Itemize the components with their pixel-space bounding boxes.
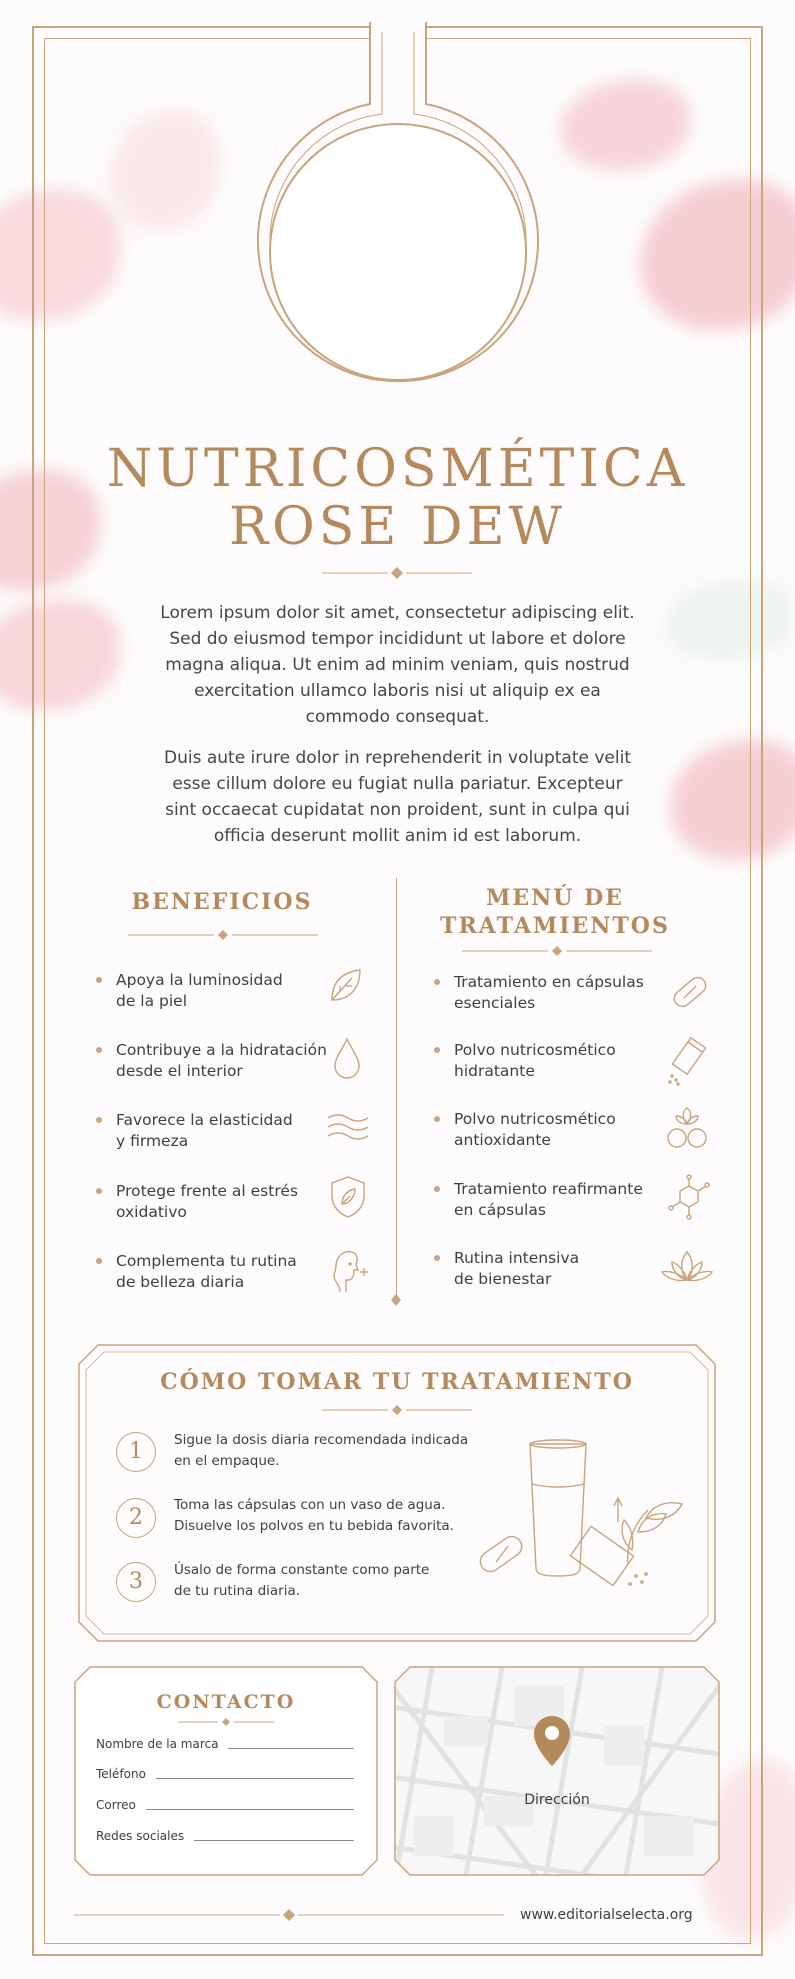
- intro-paragraph-2: Duis aute irure dolor in reprehenderit in voluptate velit esse cillum dolore eu fugiat nulla pariatur. Excepteur sint occaecat cupidatat non proident, sunt in culpa qui officia deserunt mollit anim id est laborum.: [163, 748, 632, 846]
- step-text-line1: Sigue la dosis diaria recomendada indicada: [174, 1432, 469, 1448]
- contact-heading: CONTACTO: [156, 1691, 296, 1713]
- field-label: Correo: [96, 1798, 136, 1812]
- treatments-divider: [462, 944, 652, 958]
- step-text: [174, 1560, 474, 1602]
- field-label: Nombre de la marca: [96, 1737, 219, 1751]
- treatment-text-line2: de bienestar: [454, 1270, 552, 1288]
- step-number: 1: [116, 1432, 156, 1472]
- treatment-text-line2: esenciales: [454, 994, 536, 1012]
- treatment-text-line2: en cápsulas: [454, 1201, 546, 1219]
- glass-capsule-sachet-illustration: [476, 1434, 692, 1602]
- brand-name-field[interactable]: [96, 1737, 354, 1751]
- treatment-item: [434, 1248, 579, 1290]
- waves-icon: [326, 1112, 370, 1142]
- benefit-text-line1: Contribuye a la hidratación: [116, 1041, 327, 1059]
- phone-field[interactable]: [96, 1767, 354, 1781]
- map[interactable]: [394, 1666, 720, 1876]
- treatment-text-line1: Rutina intensiva: [454, 1249, 580, 1267]
- step-text: [174, 1430, 474, 1472]
- benefit-item: [96, 1251, 297, 1293]
- column-divider: [396, 878, 397, 1296]
- step-number: 3: [116, 1562, 156, 1602]
- benefit-item: [96, 1040, 327, 1082]
- shield-leaf-icon: [328, 1174, 368, 1220]
- bullet: [434, 1255, 440, 1261]
- treatment-text-line2: hidratante: [454, 1062, 535, 1080]
- step-text-line2: en el empaque.: [174, 1453, 280, 1469]
- benefit-text-line2: y firmeza: [116, 1132, 189, 1150]
- treatment-text-line1: Tratamiento reafirmante: [454, 1180, 643, 1198]
- step-text-line2: Disuelve los polvos en tu bebida favorita.: [174, 1518, 454, 1534]
- contact-divider: [178, 1716, 274, 1728]
- benefit-text-line1: Protege frente al estrés: [116, 1182, 298, 1200]
- treatment-text-line1: Polvo nutricosmético: [454, 1110, 616, 1128]
- benefit-text-line1: Complementa tu rutina: [116, 1252, 297, 1270]
- benefit-item: [96, 970, 283, 1012]
- benefit-text-line2: desde el interior: [116, 1062, 243, 1080]
- powder-sachet-icon: [666, 1036, 712, 1086]
- footer-website-link[interactable]: www.editorialselecta.org: [520, 1907, 693, 1923]
- treatment-item: [434, 972, 644, 1014]
- bullet: [434, 1047, 440, 1053]
- email-field[interactable]: [96, 1798, 354, 1812]
- benefit-text-line1: Favorece la elasticidad: [116, 1111, 293, 1129]
- field-label: Teléfono: [96, 1767, 146, 1781]
- treatment-text-line1: Polvo nutricosmético: [454, 1041, 616, 1059]
- step-text-line2: de tu rutina diaria.: [174, 1583, 301, 1599]
- bullet: [434, 1186, 440, 1192]
- benefit-text-line1: Apoya la luminosidad: [116, 971, 283, 989]
- bullet: [96, 1117, 102, 1123]
- benefit-item: [96, 1181, 298, 1223]
- title-line-1: NUTRICOSMÉTICA: [106, 439, 689, 499]
- column-divider-ornament: [390, 1294, 402, 1306]
- social-field[interactable]: [96, 1829, 354, 1843]
- field-line: [194, 1840, 354, 1841]
- field-line: [146, 1809, 354, 1810]
- benefits-divider: [128, 928, 318, 942]
- intro-paragraph-1: Lorem ipsum dolor sit amet, consectetur adipiscing elit. Sed do eiusmod tempor incididunt ut labore et dolore magna aliqua. Ut enim ad minim veniam, quis nostrud exercitation ullamco laboris nisi ut aliquip ex ea commodo consequat.: [160, 603, 635, 727]
- how-to-heading: CÓMO TOMAR TU TRATAMIENTO: [160, 1369, 634, 1395]
- step-number: 2: [116, 1498, 156, 1538]
- door-hanger-cutout: [252, 18, 544, 388]
- address-label: Dirección: [524, 1792, 590, 1808]
- treatments-heading-line-2: TRATAMIENTOS: [440, 913, 670, 939]
- step-text-line1: Toma las cápsulas con un vaso de agua.: [174, 1497, 446, 1513]
- treatment-text-line2: antioxidante: [454, 1131, 551, 1149]
- bullet: [434, 1116, 440, 1122]
- treatment-item: [434, 1040, 616, 1082]
- title-line-2: ROSE DEW: [229, 497, 566, 557]
- footer-divider: [74, 1908, 504, 1922]
- bullet: [434, 979, 440, 985]
- benefit-item: [96, 1110, 293, 1152]
- field-line: [228, 1748, 354, 1749]
- step-text: [174, 1495, 474, 1537]
- how-to-divider: [322, 1403, 472, 1417]
- title-divider: [322, 566, 472, 580]
- treatments-heading-line-1: MENÚ DE: [486, 885, 624, 911]
- capsule-icon: [668, 970, 712, 1014]
- bullet: [96, 1258, 102, 1264]
- lotus-icon: [660, 1248, 714, 1284]
- treatment-item: [434, 1179, 643, 1221]
- molecule-icon: [666, 1174, 712, 1220]
- bullet: [96, 977, 102, 983]
- face-sparkle-icon: [326, 1246, 372, 1294]
- treatment-item: [434, 1109, 616, 1151]
- bullet: [96, 1047, 102, 1053]
- berries-icon: [664, 1104, 710, 1150]
- field-label: Redes sociales: [96, 1829, 185, 1843]
- water-drop-icon: [332, 1036, 362, 1080]
- benefit-text-line2: de belleza diaria: [116, 1273, 245, 1291]
- benefits-heading: BENEFICIOS: [131, 889, 313, 915]
- bullet: [96, 1188, 102, 1194]
- field-line: [156, 1778, 354, 1779]
- location-pin-icon[interactable]: [532, 1714, 572, 1768]
- benefit-text-line2: oxidativo: [116, 1203, 187, 1221]
- step-text-line1: Úsalo de forma constante como parte: [174, 1562, 430, 1578]
- treatment-text-line1: Tratamiento en cápsulas: [454, 973, 644, 991]
- leaf-icon: [326, 966, 366, 1006]
- benefit-text-line2: de la piel: [116, 992, 188, 1010]
